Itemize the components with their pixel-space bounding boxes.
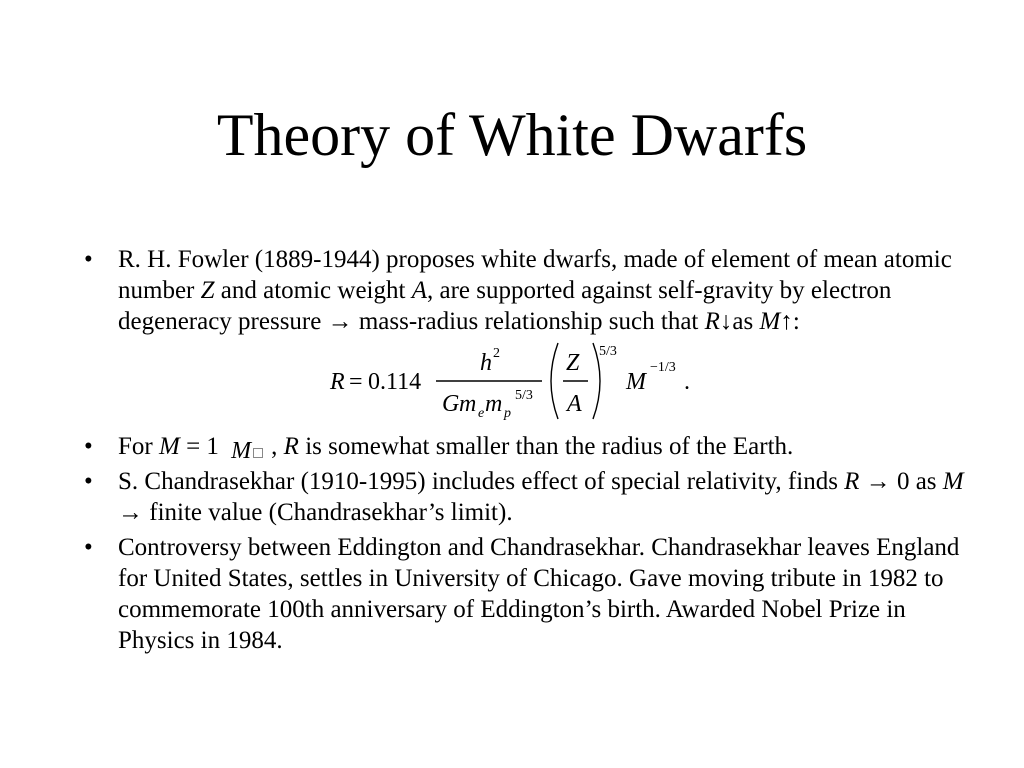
- bullet-dot: •: [84, 246, 93, 273]
- symbol-z: Z: [200, 277, 215, 304]
- mass-radius-equation: [70, 337, 970, 427]
- eq-ratio-top: Z: [566, 350, 580, 376]
- eq-ratio-bot: A: [567, 391, 582, 417]
- bullet-chandrasekhar: [70, 466, 970, 528]
- bullet-text: , are supported against self-gravity by electron degeneracy pressure → mass-radius relationship such that: [118, 277, 892, 335]
- symbol-r: R: [283, 433, 299, 460]
- eq-den-m1: m: [459, 391, 477, 417]
- symbol-r: R: [704, 308, 720, 335]
- sun-icon: [253, 448, 263, 458]
- eq-numerator-h: h: [480, 350, 492, 376]
- bullet-text: and atomic weight: [214, 277, 412, 304]
- eq-coefficient: 0.114: [368, 369, 422, 395]
- bullet-dot: •: [84, 534, 93, 561]
- eq-period: .: [684, 369, 690, 395]
- bullet-text: ↓as: [719, 308, 760, 335]
- bullet-text: = 1: [179, 433, 226, 460]
- bullet-text: Controversy between Eddington and Chandrasekhar. Chandrasekhar leaves England for United States, settles in University of Chicago. Gave moving tribute in 1982 to commemorate 100th anniversary of Eddington’s birth. Awarded Nobel Prize in Physics in 1984.: [118, 534, 960, 654]
- equation-graphic: [330, 337, 710, 427]
- slide-title: Theory of White Dwarfs: [216, 102, 808, 168]
- symbol-m: M: [759, 308, 781, 335]
- eq-ratio-exp: 5/3: [599, 344, 617, 359]
- slide-body: [70, 244, 970, 656]
- eq-den-m2: m: [485, 391, 503, 417]
- bullet-text: ,: [271, 433, 284, 460]
- bullet-text: S. Chandrasekhar (1910-1995) includes effect of special relativity, finds: [118, 468, 845, 495]
- eq-mass-exp: −1/3: [650, 360, 676, 375]
- bullet-dot: •: [84, 433, 93, 460]
- eq-lhs: R: [330, 369, 345, 395]
- bullet-controversy: [70, 532, 970, 656]
- solar-mass-m: M: [231, 438, 252, 464]
- bullet-text: → 0 as: [859, 468, 943, 495]
- bullet-dot: •: [84, 468, 93, 495]
- eq-den-p: p: [504, 406, 511, 421]
- bullet-one-solar-mass: [70, 431, 970, 462]
- eq-den-g: G: [442, 391, 460, 417]
- bullet-text: → finite value (Chandrasekhar’s limit).: [118, 499, 513, 526]
- symbol-a: A: [411, 277, 427, 304]
- symbol-m: M: [158, 433, 180, 460]
- eq-paren-left: [551, 343, 558, 419]
- symbol-r: R: [844, 468, 860, 495]
- bullet-text: ↑:: [780, 308, 800, 335]
- eq-equals: =: [349, 369, 363, 395]
- eq-numerator-exp: 2: [493, 346, 500, 361]
- solar-mass-symbol: [225, 432, 271, 464]
- symbol-m: M: [942, 468, 964, 495]
- bullet-text: For: [118, 433, 159, 460]
- eq-den-e: e: [478, 406, 485, 421]
- eq-den-exp: 5/3: [515, 388, 533, 403]
- eq-mass: M: [626, 369, 646, 395]
- bullet-text: R. H. Fowler (1889-1944) proposes white dwarfs, made of element of mean atomic number: [118, 246, 952, 304]
- bullet-fowler: [70, 244, 970, 337]
- bullet-text: is somewhat smaller than the radius of the Earth.: [298, 433, 794, 460]
